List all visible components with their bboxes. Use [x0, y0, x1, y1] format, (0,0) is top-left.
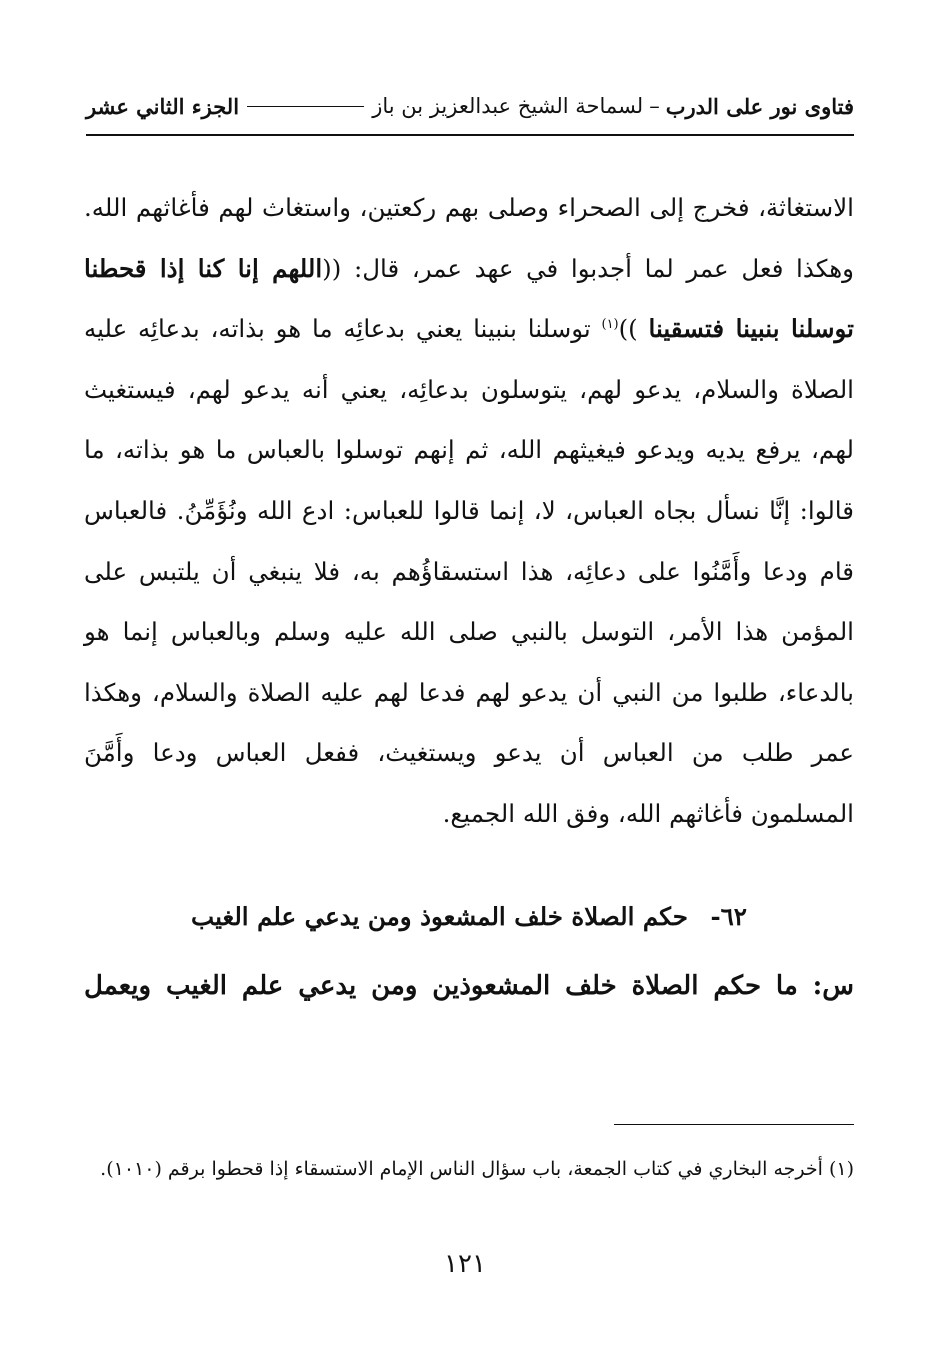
- author-name: لسماحة الشيخ عبدالعزيز بن باز: [372, 94, 644, 118]
- footnote-1: (١) أخرجه البخاري في كتاب الجمعة، باب سؤال الناس الإمام الاستسقاء إذا قحطوا برقم (١٠١٠).: [100, 1158, 854, 1180]
- section-title: حكم الصلاة خلف المشعوذ ومن يدعي علم الغيب: [191, 902, 688, 931]
- volume-label: الجزء الثاني عشر: [86, 93, 240, 119]
- header-rule: [247, 106, 364, 107]
- book-title: فتاوى نور على الدرب: [665, 93, 854, 119]
- section-number: ٦٢-: [710, 902, 747, 931]
- header-dash: –: [649, 94, 660, 118]
- footnote-separator: [614, 1124, 854, 1125]
- running-header: [86, 86, 854, 126]
- footnotes: [84, 1146, 854, 1192]
- body-paragraph: [84, 178, 854, 845]
- header-underline: [86, 134, 854, 136]
- section-heading: [84, 892, 854, 942]
- body-segment-1: الاستغاثة، فخرج إلى الصحراء وصلى بهم ركعتين، واستغاث لهم فأغاثهم الله. وهكذا فعل عمر لما أجدبوا في عهد عمر، قال: ((: [84, 193, 855, 283]
- body-segment-4: توسلنا بنبينا يعني بدعائِه ما هو بذاته، بدعائِه عليه الصلاة والسلام، يدعو لهم، يتوسلون بدعائِه، يعني أنه يدعو لهم، فيستغيث لهم، يرفع يديه ويدعو فيغيثهم الله، ثم إنهم توسلوا بالعباس ما هو بذاته، ما قالوا: إنَّا نسأل بجاه العباس، لا، إنما قالوا للعباس: ادع الله ونُؤَمِّنُ. فالعباس قام ودعا وأَمَّنُوا على دعائِه، هذا استسقاؤُهم به، فلا ينبغي أن يلتبس على المؤمن هذا الأمر، التوسل بالنبي صلى الله عليه وسلم وبالعباس إنما هو بالدعاء، طلبوا من النبي أن يدعو لهم فدعا لهم عليه الصلاة والسلام، وهكذا عمر طلب من العباس أن يدعو ويستغيث، ففعل العباس ودعا وأَمَّنَ المسلمون فأغاثهم الله، وفق الله الجميع.: [84, 314, 854, 828]
- body-text: [84, 178, 854, 845]
- question-line: س: ما حكم الصلاة خلف المشعوذين ومن يدعي علم الغيب ويعمل: [84, 971, 854, 1001]
- page-number: ١٢١: [444, 1249, 486, 1279]
- quoted-supplication: اللهم إنا كنا إذا قحطنا توسلنا بنبينا فتسقينا: [84, 253, 855, 344]
- body-segment-3: )): [618, 314, 649, 344]
- footnote-reference[interactable]: (١): [601, 317, 619, 333]
